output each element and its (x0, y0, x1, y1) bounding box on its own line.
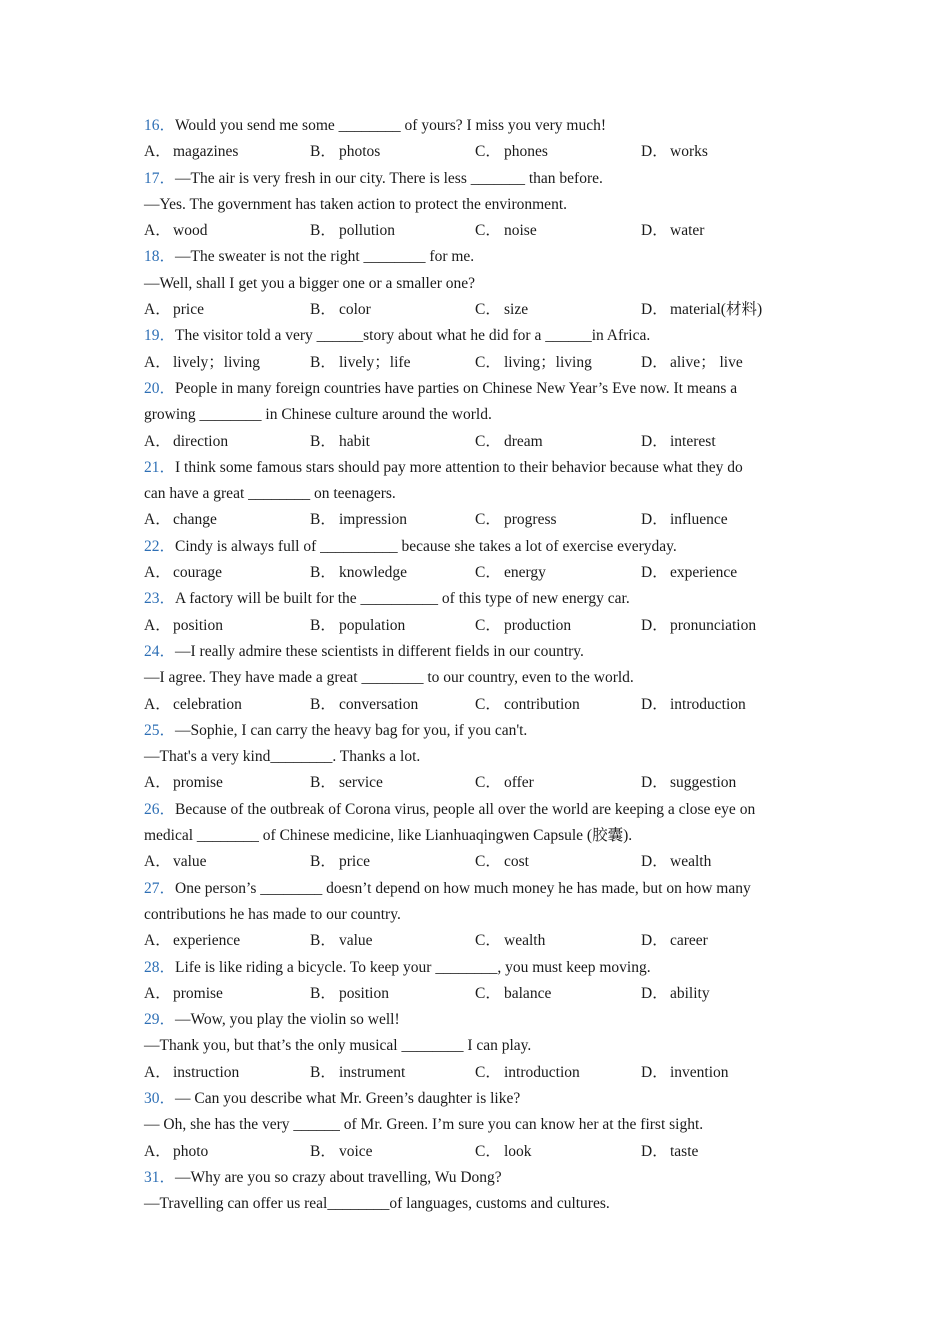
question-stem (144, 1007, 814, 1033)
answer-options (144, 429, 814, 455)
question-18 (144, 244, 814, 323)
option-a[interactable]: A． celebration (144, 695, 242, 713)
question-27 (144, 876, 814, 955)
option-a[interactable]: A． experience (144, 932, 241, 950)
question-text-continued: can have a great ________ on teenagers. (144, 485, 396, 503)
option-b[interactable]: B． habit (310, 432, 370, 450)
answer-options (144, 218, 814, 244)
option-d[interactable]: D． alive； live (641, 353, 743, 371)
question-number: 20． (144, 379, 176, 397)
option-c[interactable]: C． living；living (475, 353, 592, 371)
question-stem (144, 534, 814, 560)
question-number: 24． (144, 642, 176, 660)
question-stem (144, 376, 814, 402)
option-d[interactable]: D． introduction (641, 695, 746, 713)
option-a[interactable]: A． direction (144, 432, 229, 450)
question-25 (144, 718, 814, 797)
question-number: 17． (144, 169, 176, 187)
question-text: I think some famous stars should pay more attention to their behavior because what they do (175, 458, 743, 476)
question-text-continued: —Thank you, but that’s the only musical ________ I can play. (144, 1037, 532, 1055)
answer-options (144, 692, 814, 718)
question-stem (144, 1165, 814, 1191)
option-d[interactable]: D． material(材料) (641, 301, 763, 319)
question-number: 23． (144, 590, 176, 608)
option-d[interactable]: D． ability (641, 984, 710, 1002)
question-16 (144, 113, 814, 166)
answer-options (144, 297, 814, 323)
option-d[interactable]: D． wealth (641, 853, 712, 871)
option-a[interactable]: A． value (144, 853, 207, 871)
question-24 (144, 639, 814, 718)
question-20 (144, 376, 814, 455)
option-d[interactable]: D． experience (641, 564, 738, 582)
question-28 (144, 955, 814, 1008)
question-17 (144, 166, 814, 245)
option-d[interactable]: D． water (641, 222, 705, 240)
question-number: 18． (144, 248, 176, 266)
question-text: —The air is very fresh in our city. There is less _______ than before. (175, 169, 603, 187)
option-d[interactable]: D． pronunciation (641, 616, 757, 634)
question-text-continued: contributions he has made to our country. (144, 905, 401, 923)
question-number: 29． (144, 1011, 176, 1029)
option-a[interactable]: A． promise (144, 774, 223, 792)
question-text: — Can you describe what Mr. Green’s daughter is like? (175, 1089, 521, 1107)
option-d[interactable]: D． works (641, 143, 708, 161)
option-d[interactable]: D． influence (641, 511, 728, 529)
question-text-continued: —Travelling can offer us real________of languages, customs and cultures. (144, 1195, 610, 1213)
question-text-continued: medical ________ of Chinese medicine, like Lianhuaqingwen Capsule (胶囊). (144, 827, 633, 845)
answer-options (144, 139, 814, 165)
option-a[interactable]: A． promise (144, 984, 223, 1002)
question-text: —Sophie, I can carry the heavy bag for you, if you can't. (175, 721, 528, 739)
option-d[interactable]: D． suggestion (641, 774, 737, 792)
question-number: 16． (144, 117, 176, 134)
question-text-continued: growing ________ in Chinese culture around the world. (144, 406, 492, 424)
option-c[interactable]: C． cost (475, 853, 529, 871)
option-b[interactable]: B． impression (310, 511, 408, 529)
option-d[interactable]: D． career (641, 932, 708, 950)
option-a[interactable]: A． lively；living (144, 353, 260, 371)
option-d[interactable]: D． invention (641, 1063, 729, 1081)
option-a[interactable]: A． price (144, 301, 204, 319)
option-c[interactable]: C． wealth (475, 932, 546, 950)
question-stem (144, 876, 814, 902)
option-c[interactable]: C． introduction (475, 1063, 580, 1081)
question-text: Would you send me some ________ of yours? I miss you very much! (175, 117, 606, 134)
question-text: Life is like riding a bicycle. To keep your ________, you must keep moving. (175, 958, 651, 976)
option-c[interactable]: C． production (475, 616, 572, 634)
question-text-continued: —That's a very kind________. Thanks a lot. (144, 748, 421, 766)
option-b[interactable]: B． photos (310, 143, 381, 161)
option-b[interactable]: B． service (310, 774, 383, 792)
option-a[interactable]: A． change (144, 511, 217, 529)
question-text: People in many foreign countries have parties on Chinese New Year’s Eve now. It means a (175, 379, 738, 397)
option-b[interactable]: B． position (310, 984, 389, 1002)
question-stem (144, 639, 814, 665)
option-c[interactable]: C． contribution (475, 695, 580, 713)
question-text-continued: — Oh, she has the very ______ of Mr. Green. I’m sure you can know her at the first sight. (144, 1116, 704, 1134)
option-c[interactable]: C． offer (475, 774, 534, 792)
question-31 (144, 1165, 814, 1218)
option-a[interactable]: A． magazines (144, 143, 239, 161)
option-a[interactable]: A． instruction (144, 1063, 240, 1081)
answer-options (144, 928, 814, 954)
answer-options (144, 613, 814, 639)
question-text: —Why are you so crazy about travelling, Wu Dong? (175, 1168, 502, 1186)
question-number: 30． (144, 1089, 176, 1107)
answer-options (144, 507, 814, 533)
option-b[interactable]: B． voice (310, 1142, 373, 1160)
question-21 (144, 455, 814, 534)
answer-options (144, 981, 814, 1007)
question-number: 28． (144, 958, 176, 976)
question-sheet (144, 113, 814, 1217)
option-b[interactable]: B． color (310, 301, 371, 319)
question-29 (144, 1007, 814, 1086)
option-d[interactable]: D． taste (641, 1142, 699, 1160)
option-b[interactable]: B． price (310, 853, 370, 871)
question-stem (144, 718, 814, 744)
question-text: —Wow, you play the violin so well! (175, 1011, 400, 1029)
question-stem (144, 244, 814, 270)
question-text: A factory will be built for the __________ of this type of new energy car. (175, 590, 630, 608)
question-text-continued: —Well, shall I get you a bigger one or a smaller one? (144, 274, 476, 292)
question-number: 22． (144, 537, 176, 555)
option-c[interactable]: C． energy (475, 564, 546, 582)
question-stem (144, 797, 814, 823)
question-stem (144, 323, 814, 349)
question-number: 26． (144, 800, 176, 818)
question-text: Because of the outbreak of Corona virus, people all over the world are keeping a close eye on (175, 800, 756, 818)
question-text-continued: —Yes. The government has taken action to protect the environment. (144, 195, 567, 213)
question-stem (144, 113, 814, 139)
option-c[interactable]: C． balance (475, 984, 552, 1002)
question-19 (144, 323, 814, 376)
question-stem (144, 166, 814, 192)
question-stem (144, 1086, 814, 1112)
option-b[interactable]: B． instrument (310, 1063, 406, 1081)
option-a[interactable]: A． photo (144, 1142, 209, 1160)
question-stem (144, 586, 814, 612)
question-number: 31． (144, 1168, 176, 1186)
answer-options (144, 1139, 814, 1165)
question-text: One person’s ________ doesn’t depend on how much money he has made, but on how many (175, 879, 751, 897)
question-number: 27． (144, 879, 176, 897)
option-b[interactable]: B． value (310, 932, 373, 950)
answer-options (144, 1060, 814, 1086)
question-stem (144, 955, 814, 981)
option-b[interactable]: B． knowledge (310, 564, 408, 582)
question-30 (144, 1086, 814, 1165)
question-text: Cindy is always full of __________ because she takes a lot of exercise everyday. (175, 537, 677, 555)
option-a[interactable]: A． courage (144, 564, 223, 582)
question-number: 19． (144, 327, 176, 345)
question-number: 25． (144, 721, 176, 739)
option-b[interactable]: B． conversation (310, 695, 419, 713)
option-b[interactable]: B． population (310, 616, 406, 634)
question-22 (144, 534, 814, 587)
option-c[interactable]: C． dream (475, 432, 543, 450)
option-c[interactable]: C． look (475, 1142, 532, 1160)
question-stem (144, 455, 814, 481)
answer-options (144, 849, 814, 875)
answer-options (144, 770, 814, 796)
question-26 (144, 797, 814, 876)
option-b[interactable]: B． pollution (310, 222, 395, 240)
option-c[interactable]: C． size (475, 301, 529, 319)
answer-options (144, 350, 814, 376)
option-c[interactable]: C． noise (475, 222, 537, 240)
option-a[interactable]: A． position (144, 616, 223, 634)
question-number: 21． (144, 458, 176, 476)
option-a[interactable]: A． wood (144, 222, 208, 240)
question-23 (144, 586, 814, 639)
answer-options (144, 560, 814, 586)
option-c[interactable]: C． phones (475, 143, 548, 161)
question-text: The visitor told a very ______story about what he did for a ______in Africa. (175, 327, 651, 345)
question-text-continued: —I agree. They have made a great ________ to our country, even to the world. (144, 669, 634, 687)
option-d[interactable]: D． interest (641, 432, 716, 450)
question-text: —I really admire these scientists in different fields in our country. (175, 642, 584, 660)
option-c[interactable]: C． progress (475, 511, 557, 529)
option-b[interactable]: B． lively；life (310, 353, 411, 371)
question-text: —The sweater is not the right ________ for me. (175, 248, 475, 266)
